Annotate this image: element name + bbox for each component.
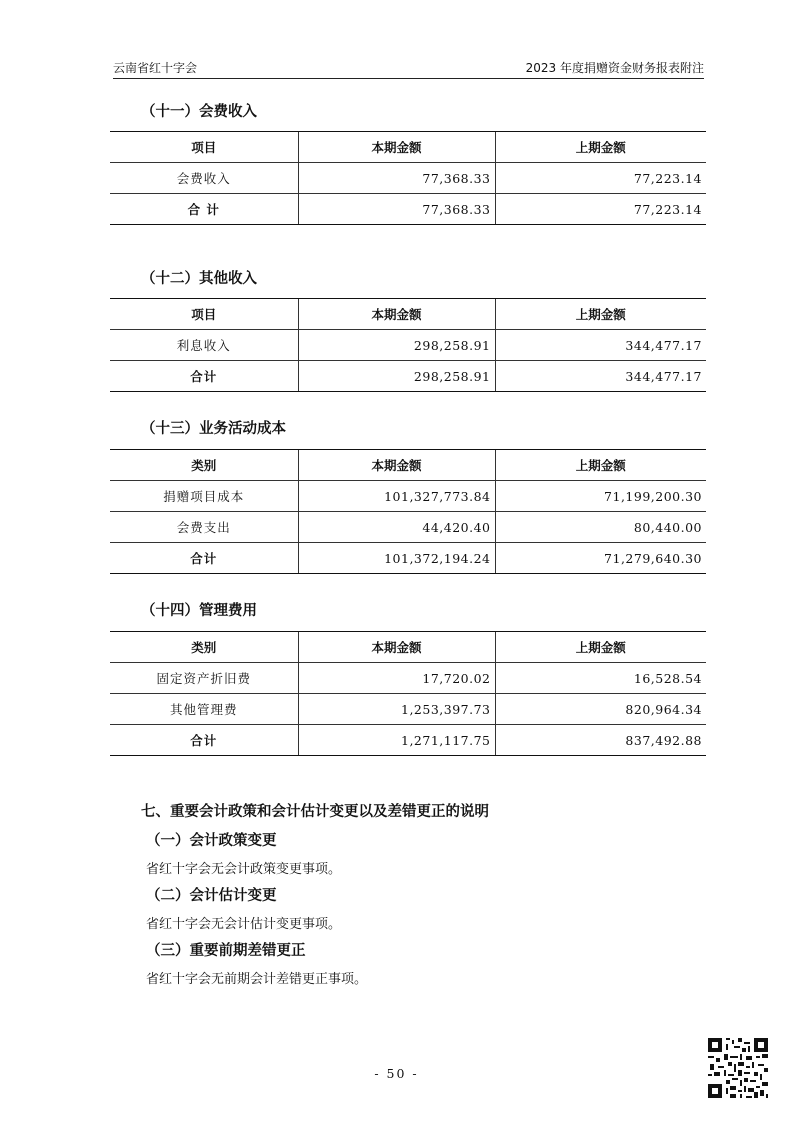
table-header-row — [110, 132, 706, 163]
row-prior-amount: 837,492.88 — [495, 725, 706, 756]
column-header-prior: 上期金额 — [495, 299, 706, 330]
row-item: 固定资产折旧费 — [110, 663, 298, 694]
row-current-amount: 44,420.40 — [298, 512, 495, 543]
row-item: 合计 — [110, 361, 298, 392]
row-prior-amount: 344,477.17 — [495, 361, 706, 392]
table-row — [110, 694, 706, 725]
table-header-row — [110, 632, 706, 663]
column-header-prior: 上期金额 — [495, 632, 706, 663]
paragraph-prior-error-correction: 省红十字会无前期会计差错更正事项。 — [146, 972, 368, 987]
row-current-amount: 77,368.33 — [298, 194, 495, 225]
table-other-income — [110, 298, 706, 392]
column-header-current: 本期金额 — [298, 450, 495, 481]
row-prior-amount: 344,477.17 — [495, 330, 706, 361]
paragraph-accounting-policy-change: 省红十字会无会计政策变更事项。 — [146, 862, 342, 877]
table-row — [110, 512, 706, 543]
row-current-amount: 101,327,773.84 — [298, 481, 495, 512]
table-row — [110, 481, 706, 512]
column-header-current: 本期金额 — [298, 632, 495, 663]
row-prior-amount: 77,223.14 — [495, 194, 706, 225]
row-prior-amount: 820,964.34 — [495, 694, 706, 725]
table-total-row — [110, 543, 706, 574]
header-organization: 云南省红十字会 — [113, 61, 198, 75]
row-current-amount: 298,258.91 — [298, 361, 495, 392]
column-header-item: 项目 — [110, 299, 298, 330]
table-total-row — [110, 725, 706, 756]
column-header-current: 本期金额 — [298, 299, 495, 330]
section-heading-membership-income: （十一）会费收入 — [141, 104, 257, 120]
row-item: 合计 — [110, 543, 298, 574]
row-item: 其他管理费 — [110, 694, 298, 725]
table-header-row — [110, 299, 706, 330]
row-item: 会费支出 — [110, 512, 298, 543]
row-item: 捐赠项目成本 — [110, 481, 298, 512]
table-row — [110, 663, 706, 694]
section-heading-admin-expenses: （十四）管理费用 — [141, 603, 257, 619]
column-header-item: 项目 — [110, 132, 298, 163]
row-current-amount: 101,372,194.24 — [298, 543, 495, 574]
row-prior-amount: 16,528.54 — [495, 663, 706, 694]
table-admin-expenses — [110, 631, 706, 756]
column-header-current: 本期金额 — [298, 132, 495, 163]
row-prior-amount: 77,223.14 — [495, 163, 706, 194]
paragraph-accounting-estimate-change: 省红十字会无会计估计变更事项。 — [146, 917, 342, 932]
section-heading-activity-costs: （十三）业务活动成本 — [141, 421, 286, 437]
row-current-amount: 1,253,397.73 — [298, 694, 495, 725]
table-membership-income — [110, 131, 706, 225]
column-header-category: 类别 — [110, 632, 298, 663]
column-header-category: 类别 — [110, 450, 298, 481]
subheading-prior-error-correction: （三）重要前期差错更正 — [146, 943, 306, 959]
row-item: 利息收入 — [110, 330, 298, 361]
table-total-row — [110, 361, 706, 392]
row-prior-amount: 71,199,200.30 — [495, 481, 706, 512]
table-total-row — [110, 194, 706, 225]
row-current-amount: 77,368.33 — [298, 163, 495, 194]
row-item: 合 计 — [110, 194, 298, 225]
row-item: 合计 — [110, 725, 298, 756]
column-header-prior: 上期金额 — [495, 450, 706, 481]
subheading-accounting-estimate-change: （二）会计估计变更 — [146, 888, 277, 904]
table-header-row — [110, 450, 706, 481]
row-prior-amount: 80,440.00 — [495, 512, 706, 543]
row-current-amount: 1,271,117.75 — [298, 725, 495, 756]
row-item: 会费收入 — [110, 163, 298, 194]
row-prior-amount: 71,279,640.30 — [495, 543, 706, 574]
table-activity-costs — [110, 449, 706, 574]
row-current-amount: 298,258.91 — [298, 330, 495, 361]
table-row — [110, 330, 706, 361]
qr-code-icon — [706, 1036, 770, 1100]
page-header — [113, 56, 704, 79]
row-current-amount: 17,720.02 — [298, 663, 495, 694]
section-heading-other-income: （十二）其他收入 — [141, 271, 257, 287]
section-title-policy-changes: 七、重要会计政策和会计估计变更以及差错更正的说明 — [141, 804, 489, 820]
subheading-accounting-policy-change: （一）会计政策变更 — [146, 833, 277, 849]
header-document-title: 2023 年度捐赠资金财务报表附注 — [525, 61, 704, 75]
page-number: - 50 - — [374, 1066, 419, 1081]
table-row — [110, 163, 706, 194]
column-header-prior: 上期金额 — [495, 132, 706, 163]
